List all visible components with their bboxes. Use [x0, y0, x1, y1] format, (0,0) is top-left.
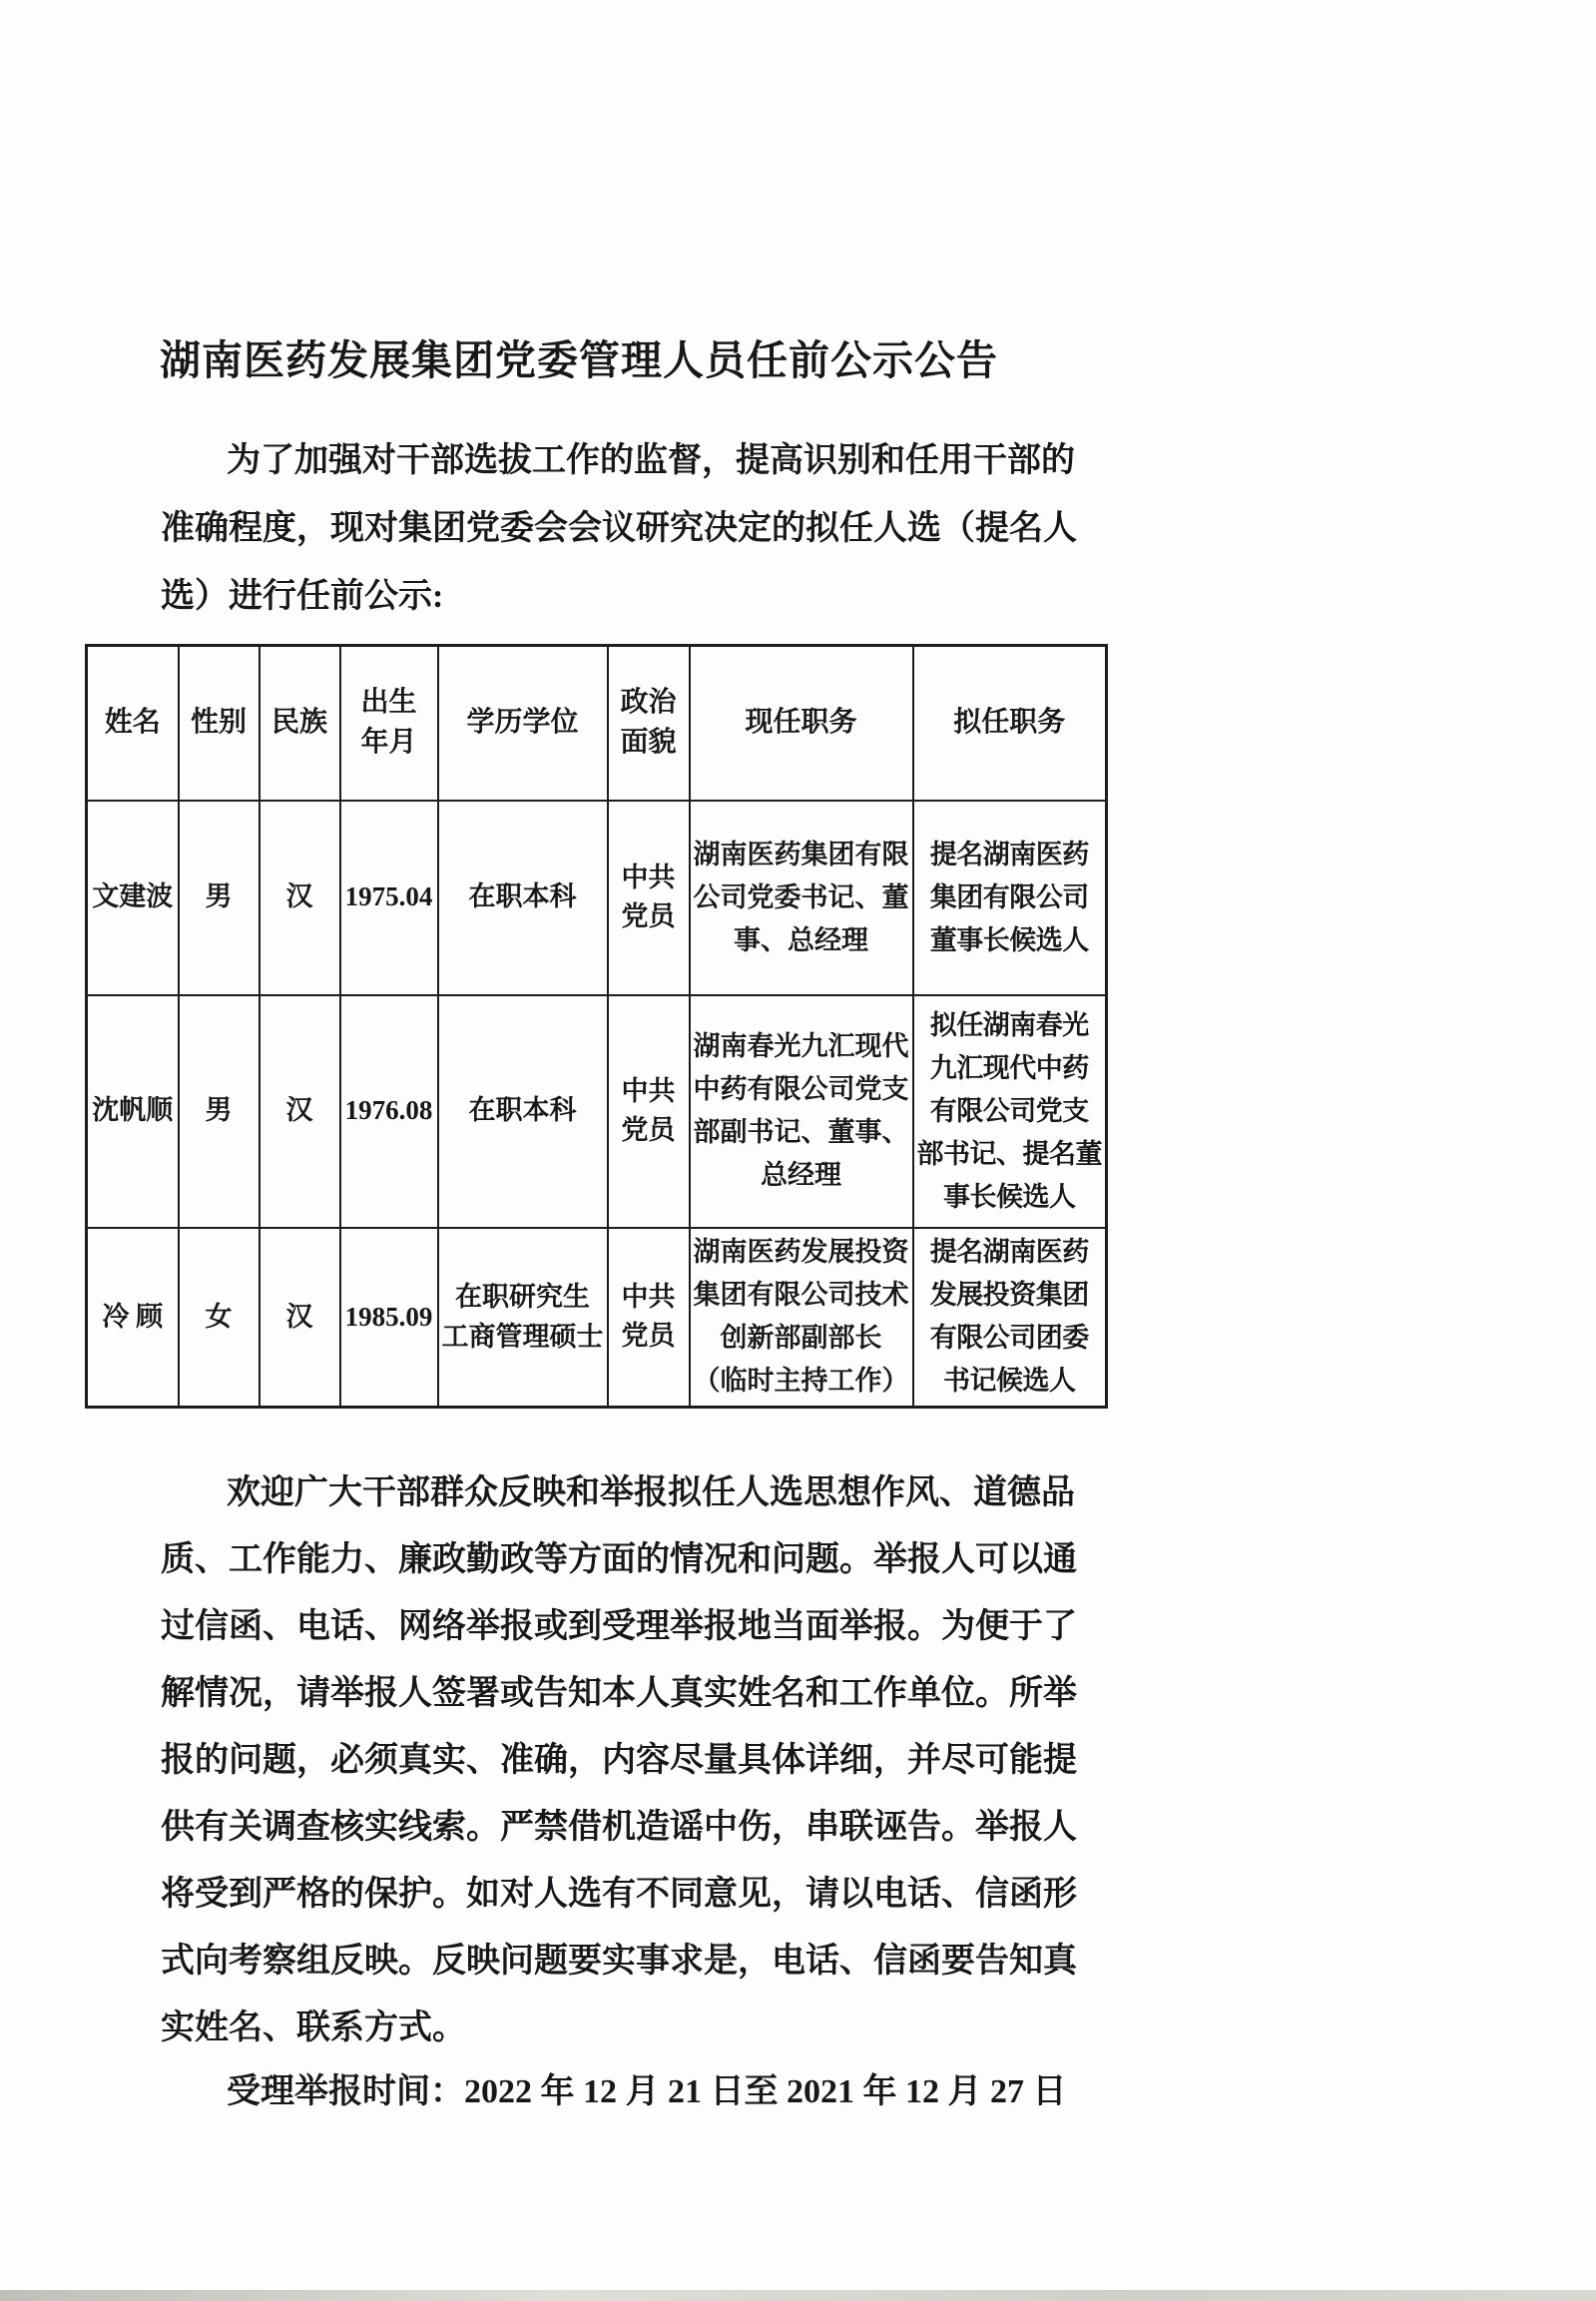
notice-paragraph: [161, 1459, 1077, 2061]
cell-proposed-position: 提名湖南医药 发展投资集团 有限公司团委 书记候选人: [913, 1228, 1107, 1408]
cell-ethnicity: 汉: [260, 1228, 340, 1408]
header-birthdate: 出生 年月: [340, 646, 438, 801]
cell-name: 冷 顾: [87, 1228, 179, 1408]
intro-line: 选）进行任前公示:: [161, 578, 444, 615]
page-title: 湖南医药发展集团党委管理人员任前公示公告: [160, 337, 998, 383]
cell-political-status: 中共 党员: [608, 801, 690, 995]
table-row: [87, 995, 1107, 1228]
notice-line: 解情况，请举报人签署或告知本人真实姓名和工作单位。所举: [161, 1675, 1077, 1712]
intro-line: 为了加强对干部选拔工作的监督，提高识别和任用干部的: [227, 442, 1075, 479]
cell-current-position: 湖南医药发展投资 集团有限公司技术 创新部副部长 （临时主持工作）: [690, 1228, 913, 1408]
header-political-status: 政治 面貌: [608, 646, 690, 801]
header-name: 姓名: [87, 646, 179, 801]
table-row: [87, 801, 1107, 995]
notice-line: 供有关调查核实线索。严禁借机造谣中伤，串联诬告。举报人: [161, 1809, 1077, 1846]
cell-education: 在职本科: [438, 995, 608, 1228]
notice-line: 将受到严格的保护。如对人选有不同意见，请以电话、信函形: [161, 1876, 1077, 1913]
table-row: [87, 1228, 1107, 1408]
cell-current-position: 湖南春光九汇现代 中药有限公司党支 部副书记、董事、 总经理: [690, 995, 913, 1228]
notice-line: 报的问题，必须真实、准确，内容尽量具体详细，并尽可能提: [161, 1742, 1077, 1779]
intro-line: 准确程度，现对集团党委会会议研究决定的拟任人选（提名人: [161, 510, 1077, 547]
cell-gender: 男: [179, 801, 260, 995]
cell-ethnicity: 汉: [260, 995, 340, 1228]
cell-political-status: 中共 党员: [608, 995, 690, 1228]
intro-paragraph: [161, 427, 1077, 631]
header-current-position: 现任职务: [690, 646, 913, 801]
header-gender: 性别: [179, 646, 260, 801]
cell-education: 在职本科: [438, 801, 608, 995]
notice-line: 过信函、电话、网络举报或到受理举报地当面举报。为便于了: [161, 1608, 1077, 1645]
notice-line: 质、工作能力、廉政勤政等方面的情况和问题。举报人可以通: [161, 1541, 1077, 1578]
header-education: 学历学位: [438, 646, 608, 801]
cell-birthdate: 1975.04: [340, 801, 438, 995]
cell-gender: 男: [179, 995, 260, 1228]
cell-gender: 女: [179, 1228, 260, 1408]
notice-line: 式向考察组反映。反映问题要实事求是，电话、信函要告知真: [161, 1943, 1077, 1980]
notice-line: 实姓名、联系方式。: [161, 2010, 466, 2046]
notice-line: 欢迎广大干部群众反映和举报拟任人选思想作风、道德品: [227, 1474, 1075, 1511]
cell-proposed-position: 提名湖南医药 集团有限公司 董事长候选人: [913, 801, 1107, 995]
cell-proposed-position: 拟任湖南春光 九汇现代中药 有限公司党支 部书记、提名董 事长候选人: [913, 995, 1107, 1228]
cell-current-position: 湖南医药集团有限 公司党委书记、董 事、总经理: [690, 801, 913, 995]
page-edge-shadow: [0, 2290, 1596, 2301]
header-proposed-position: 拟任职务: [913, 646, 1107, 801]
cell-ethnicity: 汉: [260, 801, 340, 995]
header-ethnicity: 民族: [260, 646, 340, 801]
cell-education: 在职研究生 工商管理硕士: [438, 1228, 608, 1408]
report-period: 受理举报时间：2022 年 12 月 21 日至 2021 年 12 月 27 日: [227, 2073, 1067, 2110]
cell-name: 文建波: [87, 801, 179, 995]
candidates-table: [85, 644, 1108, 1409]
table-header-row: [87, 646, 1107, 801]
cell-political-status: 中共 党员: [608, 1228, 690, 1408]
cell-name: 沈帆顺: [87, 995, 179, 1228]
cell-birthdate: 1985.09: [340, 1228, 438, 1408]
cell-birthdate: 1976.08: [340, 995, 438, 1228]
